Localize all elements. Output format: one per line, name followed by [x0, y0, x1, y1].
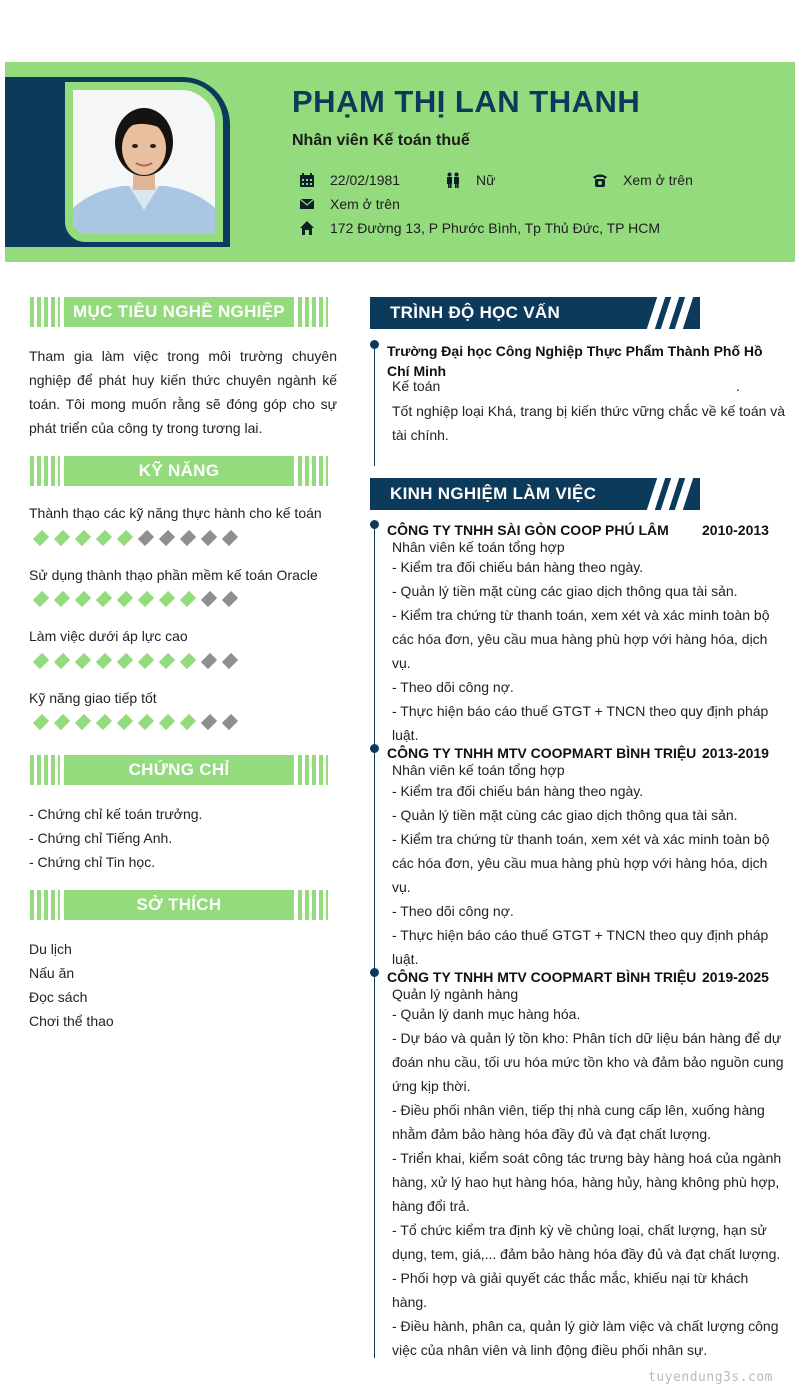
skills-heading: [30, 456, 328, 486]
rating-diamond-empty: [222, 591, 238, 607]
address-info: [297, 220, 660, 236]
job-duties: [392, 555, 787, 747]
list-item: - Kiểm tra đối chiếu bán hàng theo ngày.: [392, 559, 644, 575]
rating-diamond-empty: [201, 591, 217, 607]
list-item: - Theo dõi công nợ.: [392, 903, 514, 919]
rating-diamond-filled: [117, 653, 133, 669]
objective-heading: [30, 297, 328, 327]
certificates-list: [29, 802, 337, 874]
school-name: Trường Đại học Công Nghiệp Thực Phẩm Thành Phố Hồ Chí Minh: [387, 343, 763, 379]
phone-icon: [590, 172, 610, 188]
rating-diamond-filled: [54, 714, 70, 730]
email-info: [297, 196, 400, 212]
job-position: Nhân viên kế toán tổng hợp: [392, 539, 565, 555]
rating-diamond-empty: [201, 714, 217, 730]
photo-frame: [65, 82, 223, 242]
rating-diamond-filled: [138, 714, 154, 730]
list-item: - Dự báo và quản lý tồn kho: Phân tích dữ liệu bán hàng để dự đoán nhu cầu, tối ưu hóa mức tồn kho và đảm bảo nguồn cung ứng kịp thời.: [392, 1030, 784, 1094]
skill-label: Kỹ năng giao tiếp tốt: [29, 690, 157, 706]
list-item: - Thực hiện báo cáo thuế GTGT + TNCN theo quy định pháp luật.: [392, 703, 769, 743]
list-item: Đọc sách: [29, 989, 88, 1005]
rating-diamond-filled: [54, 591, 70, 607]
calendar-icon: [297, 172, 317, 188]
company-name: CÔNG TY TNHH MTV COOPMART BÌNH TRIỆU: [387, 969, 697, 985]
skill-rating: [34, 714, 237, 730]
timeline-dot: [370, 340, 379, 349]
phone-value: Xem ở trên: [623, 172, 693, 188]
list-item: - Quản lý tiền mặt cùng các giao dịch thông qua tài sản.: [392, 807, 738, 823]
list-item: - Tổ chức kiểm tra định kỳ về chủng loại, chất lượng, hạn sử dụng, tem, giá,... đảm bảo hàng hóa đầy đủ và đạt chất lượng.: [392, 1222, 781, 1262]
list-item: Chơi thể thao: [29, 1013, 114, 1029]
list-item: - Theo dõi công nợ.: [392, 679, 514, 695]
list-item: - Triển khai, kiểm soát công tác trưng bày hàng hoá của ngành hàng, xử lý hao hụt hàng hóa, hàng hủy, hàng không phù hợp, hàng đổi trả.: [392, 1150, 782, 1214]
skill-label: Sử dụng thành thạo phần mềm kế toán Oracle: [29, 567, 318, 583]
education-heading: [370, 297, 700, 329]
rating-diamond-filled: [75, 653, 91, 669]
education-period: .: [736, 378, 740, 394]
hobbies-heading: [30, 890, 328, 920]
candidate-name: PHẠM THỊ LAN THANH: [292, 84, 641, 119]
skill-label: Thành thạo các kỹ năng thực hành cho kế toán: [29, 505, 322, 521]
rating-diamond-filled: [117, 530, 133, 546]
skills-heading-label: KỸ NĂNG: [64, 456, 294, 486]
people-icon: [443, 172, 463, 188]
list-item: Du lịch: [29, 941, 72, 957]
list-item: - Chứng chỉ Tiếng Anh.: [29, 830, 173, 846]
education-timeline: [374, 344, 375, 466]
rating-diamond-filled: [54, 653, 70, 669]
certificates-heading: [30, 755, 328, 785]
objective-text: Tham gia làm việc trong môi trường chuyên nghiệp để phát huy kiến thức chuyên ngành kế toán. Tôi mong muốn rằng sẽ đóng góp cho sự phát triển của công ty trong tương lai.: [29, 348, 337, 436]
address-value: 172 Đường 13, P Phước Bình, Tp Thủ Đức, TP HCM: [330, 220, 660, 236]
skill-rating: [34, 530, 237, 546]
job-position: Nhân viên kế toán tổng hợp: [392, 762, 565, 778]
mail-icon: [297, 196, 317, 212]
header-banner: [5, 62, 795, 262]
list-item: - Kiểm tra chứng từ thanh toán, xem xét và xác minh toàn bộ các hóa đơn, yêu cầu mua hàng phù hợp với hàng hóa, dịch vụ.: [392, 831, 770, 895]
list-item: - Quản lý tiền mặt cùng các giao dịch thông qua tài sản.: [392, 583, 738, 599]
objective-heading-label: MỤC TIÊU NGHỀ NGHIỆP: [64, 297, 294, 327]
list-item: - Thực hiện báo cáo thuế GTGT + TNCN theo quy định pháp luật.: [392, 927, 769, 967]
hobbies-heading-label: SỞ THÍCH: [64, 890, 294, 920]
experience-heading-label: KINH NGHIỆM LÀM VIỆC: [390, 484, 597, 503]
rating-diamond-empty: [222, 530, 238, 546]
rating-diamond-filled: [96, 591, 112, 607]
rating-diamond-filled: [96, 653, 112, 669]
job-duties: [392, 1002, 787, 1362]
rating-diamond-filled: [159, 714, 175, 730]
job-duties: [392, 779, 787, 971]
list-item: Nấu ăn: [29, 965, 75, 981]
list-item: - Điều phối nhân viên, tiếp thị nhà cung cấp lên, xuống hàng nhằm đảm bảo hàng hóa đầy đủ và đạt chất lượng.: [392, 1102, 765, 1142]
rating-diamond-empty: [159, 530, 175, 546]
gender-value: Nữ: [476, 172, 496, 188]
rating-diamond-empty: [201, 530, 217, 546]
birthdate-info: [297, 172, 400, 188]
birthdate-value: 22/02/1981: [330, 172, 401, 188]
rating-diamond-filled: [138, 653, 154, 669]
skill-rating: [34, 653, 237, 669]
skill-label: Làm việc dưới áp lực cao: [29, 628, 188, 644]
list-item: - Kiểm tra chứng từ thanh toán, xem xét và xác minh toàn bộ các hóa đơn, yêu cầu mua hàng phù hợp với hàng hóa, dịch vụ.: [392, 607, 770, 671]
list-item: - Kiểm tra đối chiếu bán hàng theo ngày.: [392, 783, 644, 799]
rating-diamond-filled: [75, 591, 91, 607]
education-heading-label: TRÌNH ĐỘ HỌC VẤN: [390, 303, 561, 322]
company-name: CÔNG TY TNHH SÀI GÒN COOP PHÚ LÂM: [387, 522, 669, 538]
rating-diamond-filled: [159, 591, 175, 607]
rating-diamond-filled: [54, 530, 70, 546]
timeline-dot: [370, 744, 379, 753]
rating-diamond-filled: [117, 591, 133, 607]
rating-diamond-empty: [180, 530, 196, 546]
rating-diamond-filled: [117, 714, 133, 730]
home-icon: [297, 220, 317, 236]
list-item: - Chứng chỉ Tin học.: [29, 854, 156, 870]
rating-diamond-empty: [222, 714, 238, 730]
rating-diamond-filled: [33, 530, 49, 546]
rating-diamond-filled: [96, 714, 112, 730]
job-years: 2019-2025: [702, 969, 769, 985]
rating-diamond-filled: [180, 653, 196, 669]
rating-diamond-filled: [96, 530, 112, 546]
email-value: Xem ở trên: [330, 196, 400, 212]
list-item: - Chứng chỉ kế toán trưởng.: [29, 806, 203, 822]
rating-diamond-filled: [180, 714, 196, 730]
rating-diamond-filled: [75, 530, 91, 546]
rating-diamond-filled: [33, 653, 49, 669]
gender-info: [443, 172, 495, 188]
rating-diamond-filled: [180, 591, 196, 607]
timeline-dot: [370, 520, 379, 529]
job-title: Nhân viên Kế toán thuế: [292, 132, 470, 149]
rating-diamond-filled: [138, 591, 154, 607]
job-position: Quản lý ngành hàng: [392, 986, 519, 1002]
certificates-heading-label: CHỨNG CHỈ: [64, 755, 294, 785]
rating-diamond-filled: [159, 653, 175, 669]
rating-diamond-empty: [222, 653, 238, 669]
list-item: - Quản lý danh mục hàng hóa.: [392, 1006, 581, 1022]
experience-heading: [370, 478, 700, 510]
education-major: Kế toán: [392, 378, 441, 394]
watermark: tuyendung3s.com: [648, 1370, 773, 1385]
skill-rating: [34, 591, 237, 607]
phone-info: [590, 172, 693, 188]
timeline-dot: [370, 968, 379, 977]
education-description: Tốt nghiệp loại Khá, trang bị kiến thức vững chắc về kế toán và tài chính.: [392, 403, 786, 443]
avatar: [73, 90, 215, 234]
hobbies-list: [29, 937, 337, 1033]
list-item: - Điều hành, phân ca, quản lý giờ làm việc và chất lượng công việc của nhân viên và linh động điều phối nhân sự.: [392, 1318, 779, 1358]
rating-diamond-empty: [138, 530, 154, 546]
rating-diamond-empty: [201, 653, 217, 669]
rating-diamond-filled: [33, 714, 49, 730]
job-years: 2013-2019: [702, 745, 769, 761]
list-item: - Phối hợp và giải quyết các thắc mắc, khiếu nại từ khách hàng.: [392, 1270, 749, 1310]
experience-timeline: [374, 526, 375, 1358]
job-years: 2010-2013: [702, 522, 769, 538]
rating-diamond-filled: [33, 591, 49, 607]
rating-diamond-filled: [75, 714, 91, 730]
company-name: CÔNG TY TNHH MTV COOPMART BÌNH TRIỆU: [387, 745, 697, 761]
